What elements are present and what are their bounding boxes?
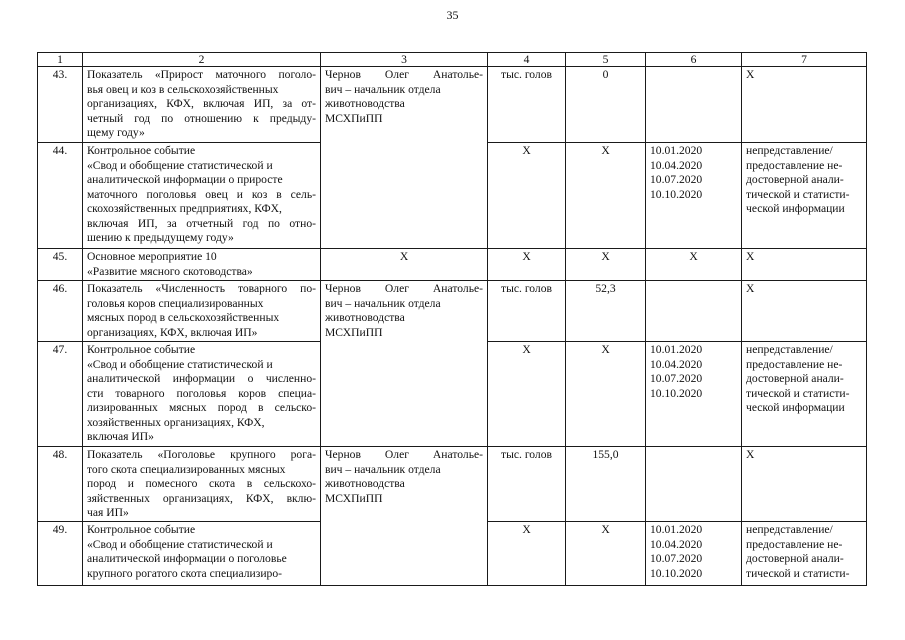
risk-cell bbox=[742, 522, 867, 586]
column-header: 3 bbox=[321, 53, 488, 67]
text-line: Контрольное событие bbox=[87, 343, 196, 356]
text-line: Х bbox=[746, 282, 755, 295]
dates-cell bbox=[646, 249, 742, 281]
dates-cell bbox=[646, 342, 742, 447]
text-line: непредставление/ bbox=[746, 343, 833, 356]
unit-cell: Х bbox=[488, 249, 566, 281]
text-line: Контрольное событие bbox=[87, 144, 196, 157]
table-row bbox=[38, 281, 867, 342]
text-line: непредставление/ bbox=[746, 144, 833, 157]
unit-cell: Х bbox=[488, 342, 566, 447]
description-cell bbox=[83, 67, 321, 143]
text-line: включая ИП» bbox=[87, 430, 154, 443]
text-line: вья овец и коз в сельскохозяйственных bbox=[87, 82, 279, 96]
responsible-cell bbox=[321, 447, 488, 586]
text-line: аналитической информации о поголовье bbox=[87, 552, 287, 565]
text-line: 10.04.2020 bbox=[650, 537, 703, 551]
dates-cell bbox=[646, 522, 742, 586]
text-line: четный год по отношению к предыду- bbox=[87, 111, 316, 125]
text-line: скохозяйственных предприятиях, КФХ, bbox=[87, 202, 282, 215]
text-line: 10.10.2020 bbox=[650, 187, 703, 201]
text-line: Чернов Олег Анатолье- bbox=[325, 448, 483, 461]
text-line: мясных пород в сельскохозяйственных bbox=[87, 311, 280, 324]
text-line: ческой информации bbox=[746, 202, 845, 215]
text-line: шению к предыдущему году» bbox=[87, 231, 234, 244]
text-line: Показатель «Численность товарного по- bbox=[87, 282, 316, 295]
text-line: Показатель «Прирост маточного поголо- bbox=[87, 68, 316, 81]
text-line: 10.10.2020 bbox=[650, 386, 703, 400]
description-cell bbox=[83, 342, 321, 447]
text-line: непредставление/ bbox=[746, 523, 833, 536]
column-header: 4 bbox=[488, 53, 566, 67]
text-line: ческой информации bbox=[746, 401, 845, 414]
text-line: тической и статисти- bbox=[746, 386, 850, 400]
text-line: «Развитие мясного скотоводства» bbox=[87, 264, 253, 278]
text-line: Чернов Олег Анатолье- bbox=[325, 68, 483, 81]
risk-cell bbox=[742, 143, 867, 249]
page-number: 35 bbox=[446, 8, 459, 22]
text-line: достоверной анали- bbox=[746, 173, 844, 186]
description-cell bbox=[83, 522, 321, 586]
text-line: предоставление не- bbox=[746, 537, 843, 551]
text-line: 10.01.2020 bbox=[650, 144, 703, 157]
value-cell: 155,0 bbox=[566, 447, 646, 522]
table-row bbox=[38, 249, 867, 281]
value-cell: 0 bbox=[566, 67, 646, 143]
text-line: предоставление не- bbox=[746, 158, 843, 172]
text-line: маточного поголовья овец и коз в сель- bbox=[87, 187, 316, 201]
unit-cell: тыс. голов bbox=[488, 447, 566, 522]
row-number: 49. bbox=[38, 522, 83, 586]
text-line: «Свод и обобщение статистической и bbox=[87, 158, 273, 172]
text-line: Основное мероприятие 10 bbox=[87, 250, 217, 263]
text-line: чая ИП» bbox=[87, 506, 129, 519]
activity-table bbox=[37, 52, 867, 586]
text-line: вич – начальник отдела bbox=[325, 82, 441, 96]
text-line: 10.10.2020 bbox=[650, 566, 703, 580]
text-line: «Свод и обобщение статистической и bbox=[87, 357, 273, 371]
text-line: Контрольное событие bbox=[87, 523, 196, 536]
row-number: 44. bbox=[38, 143, 83, 249]
text-line: Х bbox=[746, 68, 755, 81]
unit-cell: Х bbox=[488, 143, 566, 249]
unit-cell: Х bbox=[488, 522, 566, 586]
text-line: МСХПиПП bbox=[325, 491, 383, 505]
text-line: тической и статисти- bbox=[746, 566, 850, 580]
dates-cell bbox=[646, 281, 742, 342]
text-line: 10.07.2020 bbox=[650, 173, 703, 186]
text-line: 10.07.2020 bbox=[650, 372, 703, 385]
text-line: достоверной анали- bbox=[746, 372, 844, 385]
row-number: 47. bbox=[38, 342, 83, 447]
risk-cell bbox=[742, 249, 867, 281]
column-header: 2 bbox=[83, 53, 321, 67]
column-header: 5 bbox=[566, 53, 646, 67]
table-row bbox=[38, 67, 867, 143]
dates-cell bbox=[646, 143, 742, 249]
value-cell: Х bbox=[566, 143, 646, 249]
text-line: МСХПиПП bbox=[325, 325, 383, 339]
text-line: достоверной анали- bbox=[746, 552, 844, 565]
text-line: организациях, КФХ, включая ИП, за от- bbox=[87, 97, 316, 110]
text-line: зяйственных организациях, КФХ, вклю- bbox=[87, 491, 316, 505]
column-header: 6 bbox=[646, 53, 742, 67]
unit-cell: тыс. голов bbox=[488, 67, 566, 143]
unit-cell: тыс. голов bbox=[488, 281, 566, 342]
text-line: сти товарного поголовья коров специа- bbox=[87, 386, 316, 400]
column-header: 7 bbox=[742, 53, 867, 67]
text-line: тической и статисти- bbox=[746, 187, 850, 201]
risk-cell bbox=[742, 67, 867, 143]
text-line: «Свод и обобщение статистической и bbox=[87, 537, 273, 551]
text-line: 10.01.2020 bbox=[650, 523, 703, 536]
table-row bbox=[38, 447, 867, 522]
value-cell: 52,3 bbox=[566, 281, 646, 342]
text-line: 10.01.2020 bbox=[650, 343, 703, 356]
text-line: крупного рогатого скота специализиро- bbox=[87, 566, 282, 580]
row-number: 48. bbox=[38, 447, 83, 522]
risk-cell bbox=[742, 281, 867, 342]
dates-cell bbox=[646, 447, 742, 522]
text-line: вич – начальник отдела bbox=[325, 296, 441, 310]
text-line: 10.04.2020 bbox=[650, 158, 703, 172]
responsible-cell bbox=[321, 67, 488, 249]
risk-cell bbox=[742, 342, 867, 447]
row-number: 43. bbox=[38, 67, 83, 143]
text-line: МСХПиПП bbox=[325, 111, 383, 125]
text-line: того скота специализированных мясных bbox=[87, 462, 286, 476]
value-cell: Х bbox=[566, 522, 646, 586]
text-line: головья коров специализированных bbox=[87, 296, 264, 310]
text-line: хозяйственных организациях, КФХ, bbox=[87, 415, 265, 429]
text-line: включая ИП, за отчетный год по отно- bbox=[87, 216, 316, 230]
column-header: 1 bbox=[38, 53, 83, 67]
responsible-cell: Х bbox=[321, 249, 488, 281]
text-line: щему году» bbox=[87, 126, 145, 139]
description-cell bbox=[83, 143, 321, 249]
text-line: предоставление не- bbox=[746, 357, 843, 371]
text-line: животноводства bbox=[325, 97, 405, 110]
text-line: Показатель «Поголовье крупного рога- bbox=[87, 448, 316, 461]
dates-cell bbox=[646, 67, 742, 143]
text-line: Х bbox=[746, 448, 755, 461]
text-line: животноводства bbox=[325, 477, 405, 490]
description-cell bbox=[83, 447, 321, 522]
text-line: аналитической информации о численно- bbox=[87, 372, 316, 385]
description-cell bbox=[83, 249, 321, 281]
text-line: Х bbox=[746, 250, 755, 263]
text-line: аналитической информации о приросте bbox=[87, 173, 283, 186]
risk-cell bbox=[742, 447, 867, 522]
value-cell: Х bbox=[566, 342, 646, 447]
text-line: 10.04.2020 bbox=[650, 357, 703, 371]
text-line: организациях, КФХ, включая ИП» bbox=[87, 325, 258, 339]
row-number: 46. bbox=[38, 281, 83, 342]
row-number: 45. bbox=[38, 249, 83, 281]
column-number-row bbox=[38, 53, 867, 67]
responsible-cell bbox=[321, 281, 488, 447]
text-line: лизированных мясных пород в сельско- bbox=[87, 401, 316, 414]
text-line: пород и помесного скота в сельскохо- bbox=[87, 477, 316, 490]
value-cell: Х bbox=[566, 249, 646, 281]
text-line: вич – начальник отдела bbox=[325, 462, 441, 476]
text-line: 10.07.2020 bbox=[650, 552, 703, 565]
text-line: Х bbox=[689, 250, 698, 263]
description-cell bbox=[83, 281, 321, 342]
text-line: Чернов Олег Анатолье- bbox=[325, 282, 483, 295]
text-line: животноводства bbox=[325, 311, 405, 324]
